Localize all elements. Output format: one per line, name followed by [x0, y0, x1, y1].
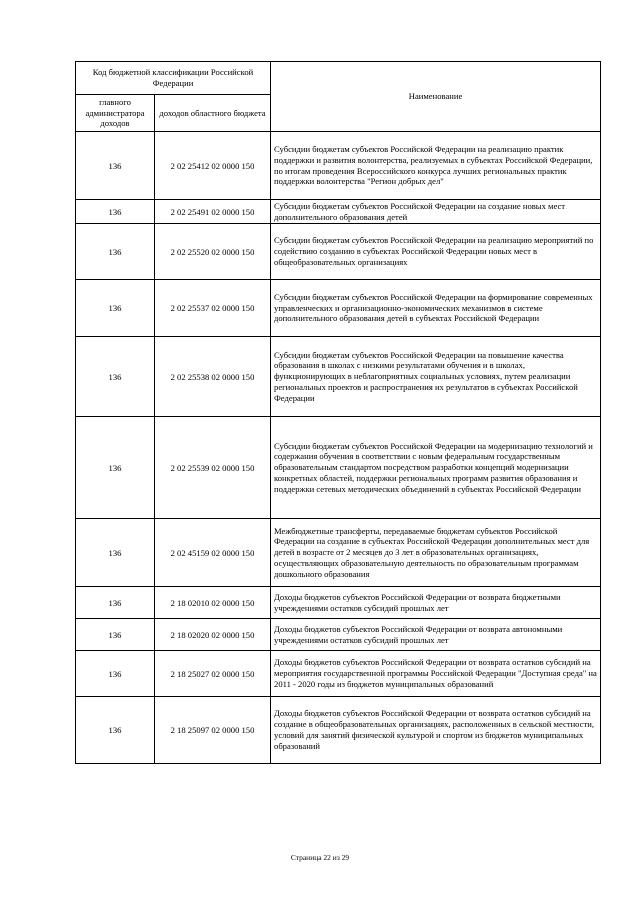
income-name-cell: Субсидии бюджетам субъектов Российской Федерации на реализацию практик поддержки и развития волонтерства, реализуемых в субъектах Российской Федерации, по итогам проведения Всероссийского конкурса лучших региональных практик поддержки волонтерства "Регион добрых дел"	[271, 132, 601, 200]
income-name-cell: Доходы бюджетов субъектов Российской Федерации от возврата остатков субсидий на мероприятия государственной программы Российской Федерации "Доступная среда" на 2011 - 2020 годы из бюджетов муниципальных образований	[271, 651, 601, 697]
income-code-cell: 2 02 25538 02 0000 150	[155, 337, 271, 417]
income-code-cell: 2 02 25520 02 0000 150	[155, 224, 271, 280]
income-name-cell: Субсидии бюджетам субъектов Российской Федерации на повышение качества образования в школах с низкими результатами обучения и в школах, функционирующих в неблагоприятных социальных условиях, путем реализации региональных проектов и распространения их результатов в субъектах Российской Федерации	[271, 337, 601, 417]
table-row	[76, 697, 601, 764]
table-row	[76, 651, 601, 697]
income-code-cell: 2 02 45159 02 0000 150	[155, 519, 271, 587]
admin-code-cell: 136	[76, 337, 155, 417]
table-row	[76, 280, 601, 337]
admin-code-cell: 136	[76, 697, 155, 764]
income-code-cell: 2 18 25097 02 0000 150	[155, 697, 271, 764]
table-row	[76, 200, 601, 224]
admin-code-cell: 136	[76, 200, 155, 224]
table-row	[76, 619, 601, 651]
admin-column-header: главного администратора доходов	[76, 95, 155, 132]
income-name-cell: Межбюджетные трансферты, передаваемые бюджетам субъектов Российской Федерации на создание в субъектах Российской Федерации дополнительных мест для детей в возрасте от 2 месяцев до 3 лет в образовательных организациях, осуществляющих образовательную деятельность по образовательным программам дошкольного образования	[271, 519, 601, 587]
admin-code-cell: 136	[76, 619, 155, 651]
table-row	[76, 337, 601, 417]
budget-classification-table	[75, 61, 601, 764]
income-code-cell: 2 02 25412 02 0000 150	[155, 132, 271, 200]
admin-code-cell: 136	[76, 587, 155, 619]
page-number: Страница 22 из 29	[290, 853, 350, 862]
income-name-cell: Субсидии бюджетам субъектов Российской Федерации на реализацию мероприятий по содействию созданию в субъектах Российской Федерации новых мест в общеобразовательных организациях	[271, 224, 601, 280]
income-code-cell: 2 02 25539 02 0000 150	[155, 417, 271, 519]
income-name-cell: Доходы бюджетов субъектов Российской Федерации от возврата автономными учреждениями остатков субсидий прошлых лет	[271, 619, 601, 651]
income-column-header: доходов областного бюджета	[155, 95, 271, 132]
admin-code-cell: 136	[76, 651, 155, 697]
income-name-cell: Субсидии бюджетам субъектов Российской Федерации на формирование современных управленческих и организационно-экономических механизмов в системе дополнительного образования детей в субъектах Российской Федерации	[271, 280, 601, 337]
admin-code-cell: 136	[76, 224, 155, 280]
table-row	[76, 519, 601, 587]
admin-code-cell: 136	[76, 519, 155, 587]
table-row	[76, 587, 601, 619]
header-row-top	[76, 62, 601, 95]
income-code-cell: 2 18 02010 02 0000 150	[155, 587, 271, 619]
table-row	[76, 417, 601, 519]
income-code-cell: 2 18 02020 02 0000 150	[155, 619, 271, 651]
income-code-cell: 2 02 25537 02 0000 150	[155, 280, 271, 337]
admin-code-cell: 136	[76, 417, 155, 519]
admin-code-cell: 136	[76, 280, 155, 337]
income-name-cell: Субсидии бюджетам субъектов Российской Федерации на модернизацию технологий и содержания обучения в соответствии с новым федеральным государственным образовательным стандартом посредством разработки концепций модернизации конкретных областей, поддержки региональных программ развития образования и поддержки сетевых методических объединений в субъектах Российской Федерации	[271, 417, 601, 519]
admin-code-cell: 136	[76, 132, 155, 200]
income-name-cell: Доходы бюджетов субъектов Российской Федерации от возврата остатков субсидий на создание в общеобразовательных организациях, расположенных в сельской местности, условий для занятий физической культурой и спортом из бюджетов муниципальных образований	[271, 697, 601, 764]
name-column-header: Наименование	[271, 62, 601, 132]
table-row	[76, 132, 601, 200]
income-name-cell: Доходы бюджетов субъектов Российской Федерации от возврата бюджетными учреждениями остатков субсидий прошлых лет	[271, 587, 601, 619]
classification-code-header: Код бюджетной классификации Российской Федерации	[76, 62, 271, 95]
income-code-cell: 2 18 25027 02 0000 150	[155, 651, 271, 697]
income-name-cell: Субсидии бюджетам субъектов Российской Федерации на создание новых мест дополнительного образования детей	[271, 200, 601, 224]
income-code-cell: 2 02 25491 02 0000 150	[155, 200, 271, 224]
table-row	[76, 224, 601, 280]
